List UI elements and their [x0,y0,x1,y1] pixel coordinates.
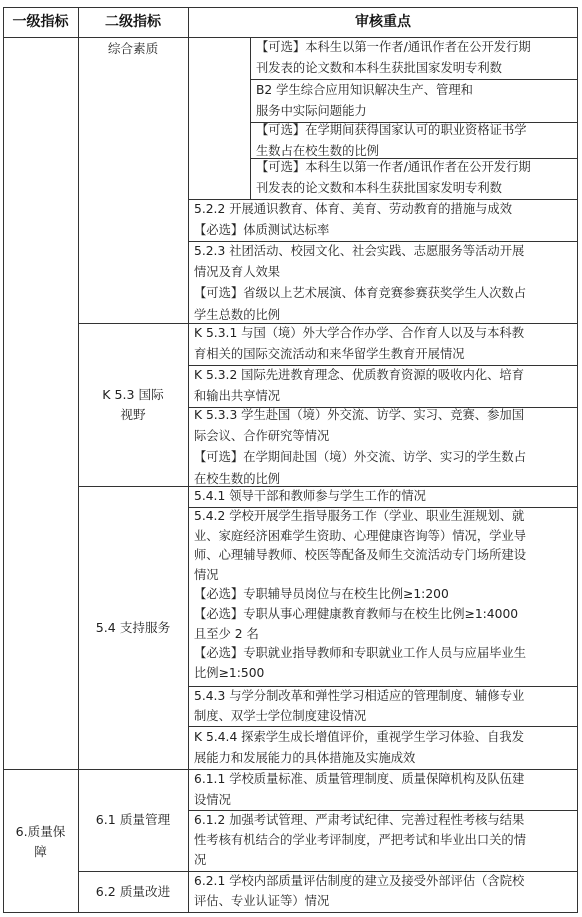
cell-k533 [194,405,526,490]
cell-542 [194,507,526,683]
table-border-bottom [3,912,578,913]
line: 5.4.1 领导干部和教师参与学生工作的情况 [194,489,426,503]
col-divider-1 [78,7,79,913]
line: B2 学生综合应用知识解决生产、管理和 [256,83,473,97]
cell-b2-opt2 [256,157,531,199]
label-q6-l1: 6.质量保 [15,824,66,839]
label-k53-l1: K 5.3 国际 [102,387,164,402]
cell-b2 [256,80,473,122]
cell-543 [194,686,524,726]
line: 【必选】专职从事心理健康教育教师与在校生比例≥1:4000 [194,606,519,621]
line: 【必选】专职就业指导教师和专职就业工作人员与应届毕业生 [194,646,527,661]
line: 和输出共享情况 [194,389,281,404]
line: 生数占在校生数的比例 [256,144,379,159]
line: 服务中实际问题能力 [256,104,367,119]
line: 情况 [194,567,219,582]
label-m61: 6.1 质量管理 [95,812,171,827]
label-q6 [3,822,78,862]
col-divider-2 [188,7,189,913]
label-s54: 5.4 支持服务 [95,620,171,635]
line: 【必选】专职辅导员岗位与在校生比例≥1:200 [194,587,449,602]
line: 比例≥1:500 [194,665,265,680]
line: 6.1.2 加强考试管理、严肃考试纪律、完善过程性考核与结果 [194,813,525,827]
label-zonghe: 综合素质 [107,41,159,56]
cell-621 [194,872,524,911]
line: 展能力和发展能力的具体措施及实施成效 [194,751,416,766]
label-k53 [78,385,188,425]
cell-k544 [194,727,524,769]
line: 【可选】本科生以第一作者/通讯作者在公开发行期 [256,40,531,54]
label-m62: 6.2 质量改进 [95,884,171,899]
label-k53-l2: 视野 [120,407,146,422]
line: 育相关的国际交流活动和来华留学生教育开展情况 [194,347,465,362]
line: 【可选】省级以上艺术展演、体育竞赛参赛获奖学生人次数占 [194,286,527,301]
line: 5.4.3 与学分制改革和弹性学习相适应的管理制度、辅修专业 [194,689,525,703]
cell-523 [194,241,526,326]
line: 5.2.3 社团活动、校园文化、社会实践、志愿服务等活动开展 [194,244,525,258]
cell-541 [194,486,426,507]
cell-k532 [194,365,524,407]
line: 性考核有机结合的学业考评制度，严把考试和毕业出口关的情 [194,833,527,847]
cell-522 [194,199,512,241]
line: 况 [194,853,207,867]
line: 在校生数的比例 [194,471,281,486]
table-border-right [577,7,578,913]
line: 评估、专业认证等）情况 [194,893,330,908]
line: 业、家庭经济困难学生资助、心理健康咨询等）情况，学业导 [194,528,527,543]
cell-k531 [194,323,524,365]
line: 制度、双学士学位制度建设情况 [194,709,367,723]
line: 刊发表的论文数和本科生获批国家发明专利数 [256,61,502,76]
cell-b1-tail [256,37,531,79]
line: 【必选】体质测试达标率 [194,223,330,238]
line: 情况及育人效果 [194,265,281,280]
line: 且至少 2 名 [194,626,259,641]
cell-612 [194,810,526,870]
nested-divider [250,37,251,199]
line: 【可选】本科生以第一作者/通讯作者在公开发行期 [256,160,531,174]
line: K 5.3.2 国际先进教育理念、优质教育资源的吸收内化、培育 [194,368,524,382]
header-focus: 审核重点 [355,14,411,30]
line: 刊发表的论文数和本科生获批国家发明专利数 [256,181,502,196]
line: K 5.3.3 学生赴国（境）外交流、访学、实习、竞赛、参加国 [194,408,524,422]
header-level2: 二级指标 [105,14,161,30]
line: 6.1.1 学校质量标准、质量管理制度、质量保障机构及队伍建 [194,772,525,786]
line: 设情况 [194,793,231,808]
line: 6.2.1 学校内部质量评估制度的建立及接受外部评估（含院校 [194,874,525,888]
line: 际会议、合作研究等情况 [194,429,330,444]
line: 5.2.2 开展通识教育、体育、美育、劳动教育的措施与成效 [194,202,513,216]
line: K 5.4.4 探索学生成长增值评价，重视学生学习体验、自我发 [194,730,524,744]
line: 【可选】在学期间获得国家认可的职业资格证书学 [256,123,527,137]
line: K 5.3.1 与国（境）外大学合作办学、合作育人以及与本科教 [194,326,524,340]
line: 【可选】在学期间赴国（境）外交流、访学、实习的学生数占 [194,450,527,465]
line: 5.4.2 学校开展学生指导服务工作（学业、职业生涯规划、就 [194,509,525,523]
header-level1: 一级指标 [12,14,69,30]
table-border-left [3,7,4,913]
cell-611 [194,769,524,811]
line: 师、心理辅导教师、校医等配备及师生交流活动专门场所建设 [194,548,527,563]
label-q6-l2: 障 [34,844,47,859]
line: 学生总数的比例 [194,307,281,322]
